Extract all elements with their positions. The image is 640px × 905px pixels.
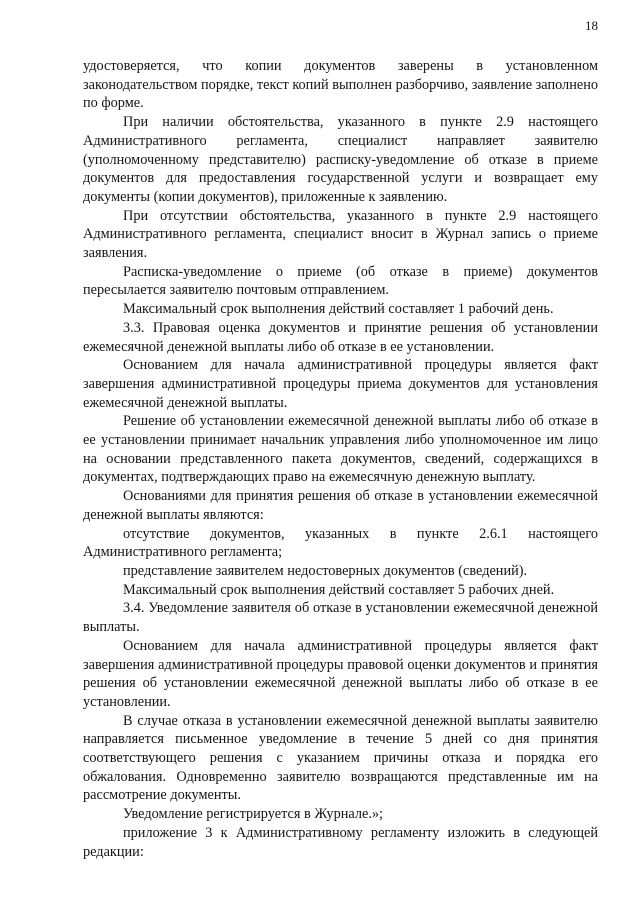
paragraph-refusal-grounds: Основаниями для принятия решения об отказе в установлении ежемесячной денежной выплаты являются: [83, 488, 598, 523]
paragraph-appendix-3: приложение 3 к Административному регламенту изложить в следующей редакции: [83, 824, 598, 860]
paragraph-journal-entry: При отсутствии обстоятельства, указанного в пункте 2.9 настоящего Административного регламента, специалист вносит в Журнал запись о приеме заявления. [83, 207, 598, 262]
body-text [83, 57, 598, 861]
paragraph-journal-registration: Уведомление регистрируется в Журнале.»; [123, 806, 384, 823]
paragraph-refusal-receipt: При наличии обстоятельства, указанного в пункте 2.9 настоящего Административного регламента, специалист направляет заявителю (уполномоченному представителю) расписку-уведомление об отказе в приеме документов для предоставления государственной услуги и возвращает ему документы (копии документов), приложенные к заявлению. [83, 114, 598, 205]
section-heading-3-3: 3.3. Правовая оценка документов и принятие решения об установлении ежемесячной денежной выплаты либо об отказе в ее установлении. [83, 319, 598, 355]
paragraph-copies-certified: удостоверяется, что копии документов заверены в установленном законодательством порядке, текст копий выполнен разборчиво, заявление заполнено по форме. [83, 58, 598, 112]
paragraph-decision-maker: Решение об установлении ежемесячной денежной выплаты либо об отказе в ее установлении принимает начальник управления либо уполномоченное им лицо на основании представленного пакета документов, сведений, содержащихся в документах, подтверждающих право на ежемесячную денежную выплату. [83, 413, 598, 486]
list-item-missing-documents: отсутствие документов, указанных в пункте 2.6.1 настоящего Административного регламента; [83, 525, 598, 561]
paragraph-receipt-mailing: Расписка-уведомление о приеме (об отказе в приеме) документов пересылается заявителю почтовым отправлением. [83, 263, 598, 299]
paragraph-notification-basis: Основанием для начала административной процедуры является факт завершения административной процедуры правовой оценки документов и принятия решения об установлении ежемесячной денежной выплаты либо об отказе в ее установлении. [83, 637, 598, 710]
paragraph-procedure-basis: Основанием для начала административной процедуры является факт завершения административной процедуры приема документов для установления ежемесячной денежной выплаты. [83, 357, 598, 411]
paragraph-max-term-5-days: Максимальный срок выполнения действий составляет 5 рабочих дней. [123, 581, 555, 598]
paragraph-written-notice: В случае отказа в установлении ежемесячной денежной выплаты заявителю направляется письменное уведомление в течение 5 дней со дня принятия соответствующего решения с указанием причины отказа и порядка его обжалования. Одновременно заявителю возвращаются представленные им на рассмотрение документы. [83, 712, 598, 804]
page-number: 18 [585, 18, 598, 33]
paragraph-max-term-1-day: Максимальный срок выполнения действий составляет 1 рабочий день. [123, 301, 554, 318]
list-item-false-documents: представление заявителем недостоверных документов (сведений). [123, 562, 528, 579]
section-heading-3-4: 3.4. Уведомление заявителя об отказе в установлении ежемесячной денежной выплаты. [83, 600, 598, 636]
